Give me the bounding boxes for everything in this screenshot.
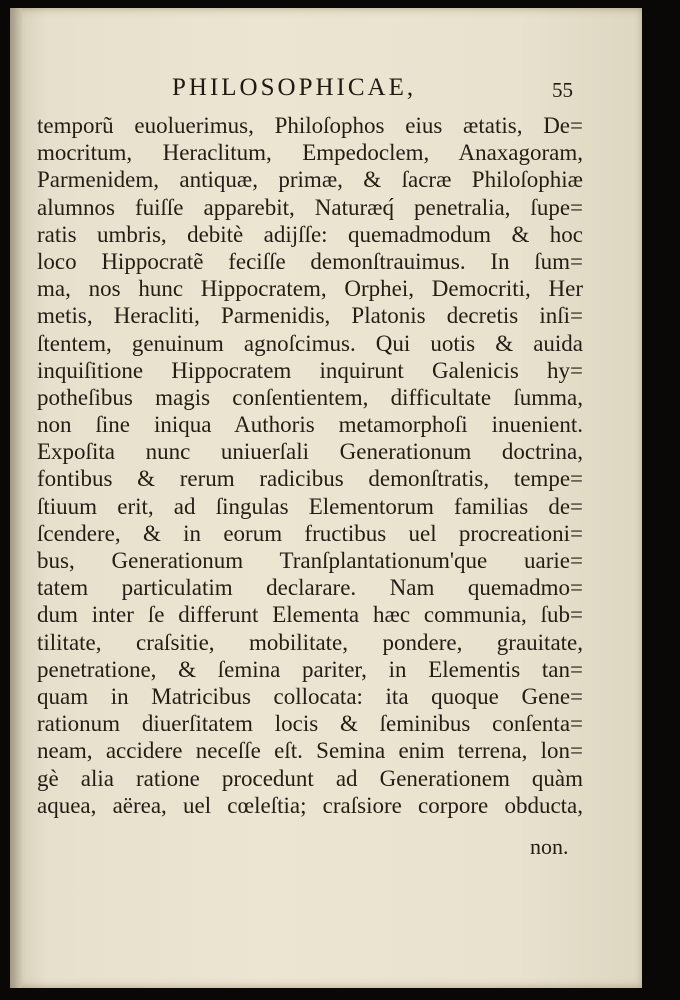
text-line: alumnos fuiſſe apparebit, Naturæq́ penetralia, ſupe= xyxy=(37,194,583,220)
text-line: neam, accidere neceſſe eſt. Semina enim terrena, lon= xyxy=(37,738,583,764)
body-text xyxy=(37,112,583,819)
text-line: temporũ euoluerimus, Philoſophos eius ætatis, De= xyxy=(37,113,583,138)
text-line: ſtentem, genuinum agnoſcimus. Qui uotis & auida xyxy=(37,330,583,356)
text-line: ſcendere, & in eorum fructibus uel procreationi= xyxy=(37,520,583,546)
text-line: penetratione, & ſemina pariter, in Elementis tan= xyxy=(37,656,583,682)
text-line: ratis umbris, debitè adijſſe: quemadmodum & hoc xyxy=(37,221,583,247)
running-title: PHILOSOPHICAE, xyxy=(172,74,417,101)
text-line: non ſine iniqua Authoris metamorphoſi inuenient. xyxy=(37,412,583,438)
book-page xyxy=(10,8,642,988)
text-line: potheſibus magis conſentientem, difficultate ſumma, xyxy=(37,384,583,410)
text-line: gè alia ratione procedunt ad Generationem quàm xyxy=(37,765,583,791)
text-line: fontibus & rerum radicibus demonſtratis, tempe= xyxy=(37,466,583,492)
text-line: loco Hippocratẽ feciſſe demonſtrauimus. In ſum= xyxy=(37,248,583,274)
text-line: Expoſita nunc uniuerſali Generationum doctrina, xyxy=(37,439,583,465)
text-line: ma, nos hunc Hippocratem, Orphei, Democriti, Her xyxy=(37,276,583,302)
text-line: tilitate, craſsitie, mobilitate, pondere, grauitate, xyxy=(37,629,583,655)
text-line: inquiſitione Hippocratem inquirunt Galenicis hy= xyxy=(37,357,583,383)
page-gutter xyxy=(10,8,22,988)
text-line: dum inter ſe differunt Elementa hæc communia, ſub= xyxy=(37,602,583,628)
text-line: quam in Matricibus collocata: ita quoque Gene= xyxy=(37,683,583,709)
catchword: non. xyxy=(530,834,569,859)
text-line: ſtiuum erit, ad ſingulas Elementorum familias de= xyxy=(37,493,583,519)
page-number: 55 xyxy=(552,78,573,102)
text-line: bus, Generationum Tranſplantationum'que uarie= xyxy=(37,548,583,573)
page-header xyxy=(10,74,642,114)
text-line: metis, Heracliti, Parmenidis, Platonis decretis inſi= xyxy=(37,303,583,329)
text-line: Parmenidem, antiquæ, primæ, & ſacræ Philoſophiæ xyxy=(37,167,583,193)
text-line: aquea, aërea, uel cœleſtia; craſsiore corpore obducta, xyxy=(37,792,583,818)
text-line: rationum diuerſitatem locis & ſeminibus conſenta= xyxy=(37,711,583,737)
text-line: mocritum, Heraclitum, Empedoclem, Anaxagoram, xyxy=(37,140,583,166)
text-line: tatem particulatim declarare. Nam quemadmo= xyxy=(37,575,583,601)
